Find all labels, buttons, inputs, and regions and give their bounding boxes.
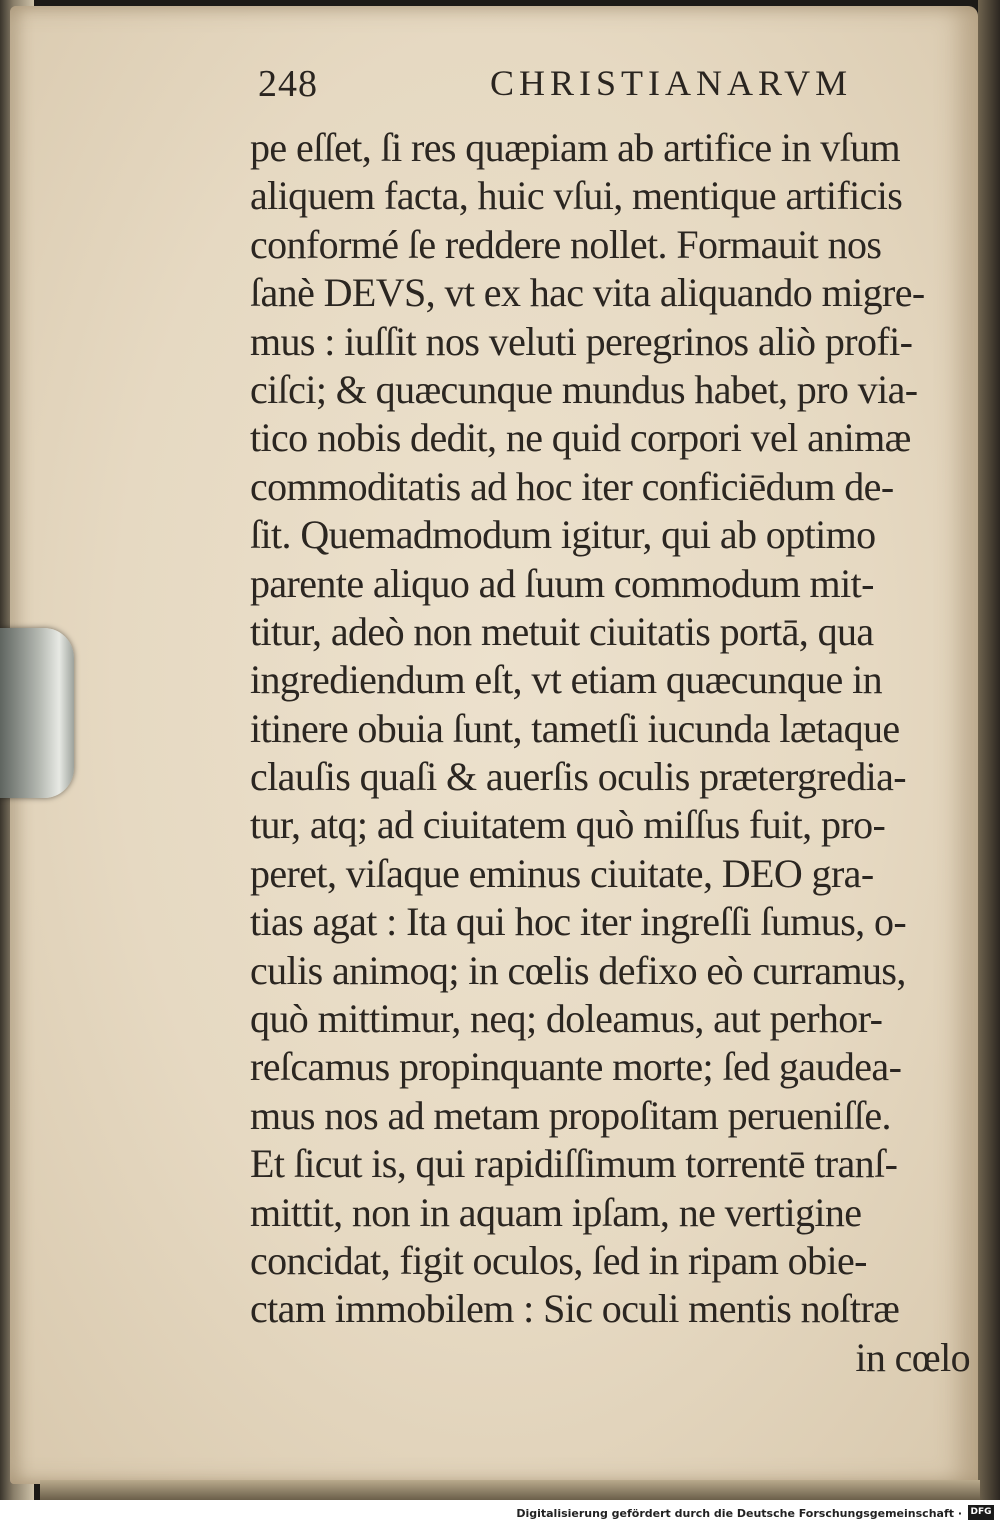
body-text bbox=[250, 124, 990, 1382]
text-line: tur, atq; ad ciuitatem quò miſſus fuit, pro- bbox=[250, 802, 886, 848]
page-number: 248 bbox=[258, 63, 318, 105]
text-line: culis animoq; in cœlis defixo eò curramus, bbox=[250, 947, 906, 993]
text-line: titur, adeò non metuit ciuitatis portā, qua bbox=[250, 608, 874, 654]
text-line: Et ſicut is, qui rapidiſſimum torrentē tranſ- bbox=[250, 1141, 898, 1187]
text-line: clauſis quaſi & auerſis oculis prætergredia- bbox=[250, 754, 907, 800]
text-line: peret, viſaque eminus ciuitate, DEO gra- bbox=[250, 850, 874, 896]
page-clip bbox=[0, 628, 74, 798]
running-head-title: CHRISTIANARVM bbox=[490, 63, 853, 103]
text-line: tias agat : Ita qui hoc iter ingreſſi ſumus, o- bbox=[250, 899, 907, 945]
text-line: quò mittimur, neq; doleamus, aut perhor- bbox=[250, 996, 883, 1042]
footer-bar bbox=[0, 1500, 1000, 1527]
page-edge-bottom bbox=[40, 1480, 980, 1500]
text-line: ingrediendum eſt, vt etiam quæcunque in bbox=[250, 657, 883, 703]
text-line: mus : iuſſit nos veluti peregrinos aliò profi- bbox=[250, 318, 913, 364]
text-line: parente aliquo ad ſuum commodum mit- bbox=[250, 560, 874, 606]
text-line: conformé ſe reddere nollet. Formauit nos bbox=[250, 221, 882, 267]
text-line: mittit, non in aquam ipſam, ne vertigine bbox=[250, 1189, 862, 1235]
dfg-logo-icon: DFG bbox=[968, 1505, 994, 1520]
running-head bbox=[258, 62, 878, 108]
text-line: ſit. Quemadmodum igitur, qui ab optimo bbox=[250, 512, 876, 558]
text-line: pe eſſet, ſi res quæpiam ab artifice in vſum bbox=[250, 125, 901, 170]
text-line: reſcamus propinquante morte; ſed gaudea- bbox=[250, 1044, 902, 1090]
text-line: commoditatis ad hoc iter conficiēdum de- bbox=[250, 463, 894, 509]
text-line: ctam immobilem : Sic oculi mentis noſtræ bbox=[250, 1286, 900, 1332]
text-line: concidat, figit oculos, ſed in ripam obie- bbox=[250, 1237, 867, 1283]
catchword: in cœlo bbox=[855, 1334, 970, 1380]
text-line: aliquem facta, huic vſui, mentique artificis bbox=[250, 173, 903, 219]
text-line: ciſci; & quæcunque mundus habet, pro via- bbox=[250, 366, 918, 412]
text-line: itinere obuia ſunt, tametſi iucunda lætaque bbox=[250, 705, 900, 751]
book-page bbox=[10, 6, 978, 1484]
page-edge bbox=[978, 0, 1000, 1500]
funding-note: Digitalisierung gefördert durch die Deutsche Forschungsgemeinschaft · bbox=[516, 1507, 962, 1520]
text-line: ſanè DEVS, vt ex hac vita aliquando migre- bbox=[250, 270, 925, 316]
text-line: mus nos ad metam propoſitam perueniſſe. bbox=[250, 1092, 891, 1138]
text-line: tico nobis dedit, ne quid corpori vel animæ bbox=[250, 415, 911, 461]
